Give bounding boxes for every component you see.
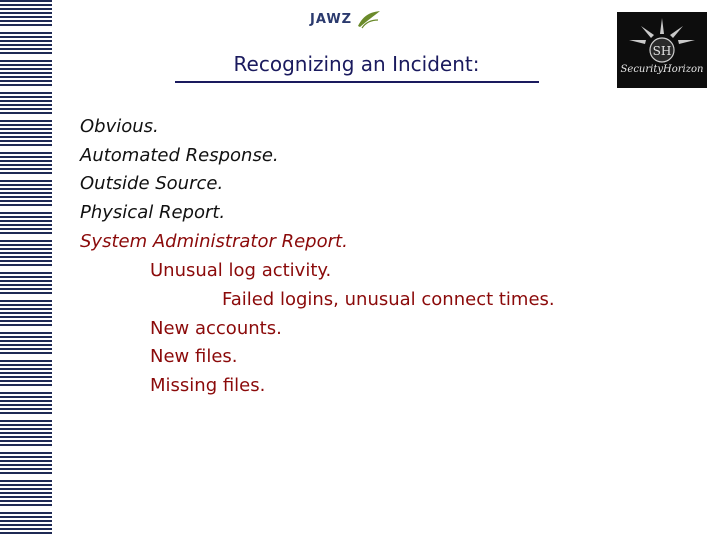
list-item: New accounts. [150, 318, 282, 339]
list-item: New files. [150, 346, 238, 367]
list-item: Obvious. [80, 116, 159, 137]
list-item: Failed logins, unusual connect times. [222, 289, 555, 310]
list-item: Automated Response. [80, 145, 279, 166]
list-item: Missing files. [150, 375, 266, 396]
sun-emblem-icon [617, 12, 707, 88]
security-horizon-badge [617, 12, 707, 88]
list-item: Unusual log activity. [150, 260, 332, 281]
list-item: Physical Report. [80, 202, 226, 223]
title-underline [175, 81, 539, 83]
list-item: Outside Source. [80, 173, 224, 194]
left-stripe-decoration [0, 0, 52, 540]
logo-text: JAWZ [310, 11, 353, 27]
badge-name: SecurityHorizon [620, 64, 704, 75]
list-item: System Administrator Report. [80, 231, 348, 252]
leaf-icon [356, 8, 382, 30]
slide-title: Recognizing an Incident: [233, 52, 480, 76]
jawz-logo [310, 4, 382, 34]
badge-initials: SH [652, 44, 672, 58]
